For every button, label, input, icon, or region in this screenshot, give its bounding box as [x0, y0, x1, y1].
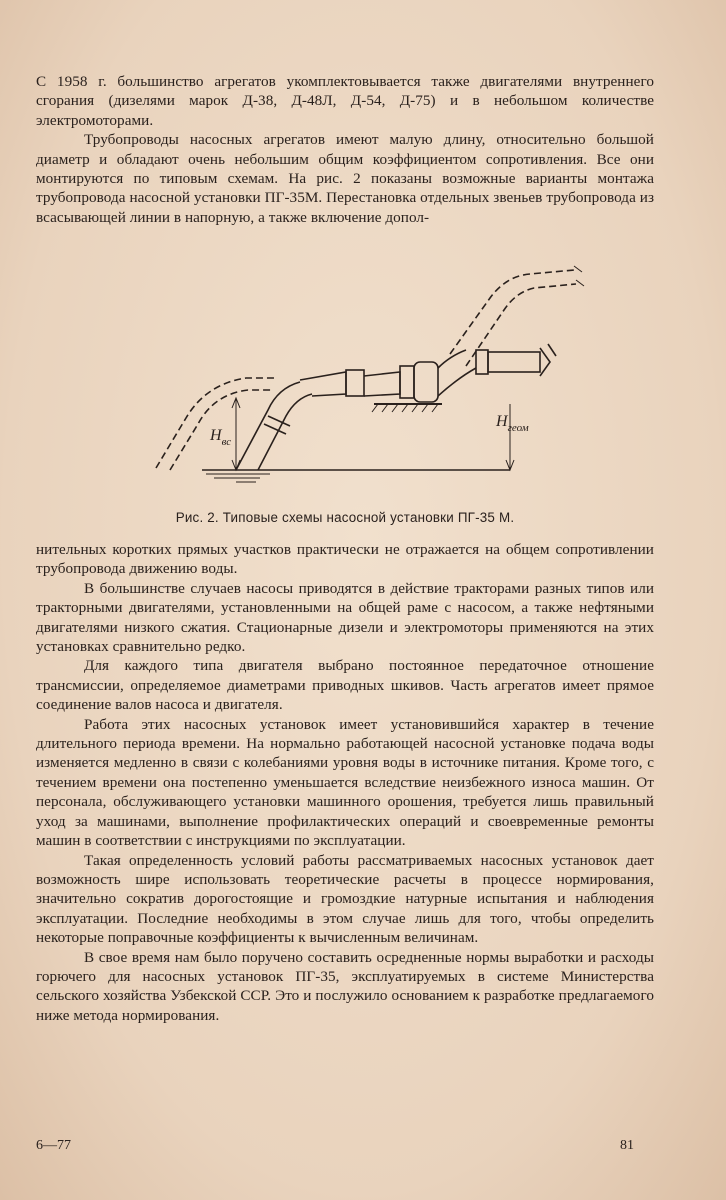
top-text-block [36, 72, 654, 227]
dashed-discharge-pipe-inner [466, 284, 576, 366]
dashed-discharge-pipe-outer [450, 270, 574, 354]
paragraph-6: Работа этих насосных установок имеет установившийся характер в течение длительного периода времени. На нормально работающей насосной установке подача воды изменяется медленно в связи с колебаниями уровня воды в источнике питания. Кроме того, с течением времени она постепенно уменьшается вследствие неизбежного износа машин. От персонала, обслуживающего установки машинного орошения, требуется лишь правильный уход за машинами, выполнение профилактических операций и своевременные ремонты машин в соответствии с инструкциями по эксплуатации. [36, 715, 654, 850]
paragraph-4: В большинстве случаев насосы приводятся в действие тракторами разных типов или тракторными двигателями, установленными на общей раме с насосом, а также нефтяными двигателями низкого сжатия. Стационарные дизели и электромоторы применяются на этих установках сравнительно редко. [36, 579, 654, 656]
paragraph-7: Такая определенность условий работы рассматриваемых насосных установок дает возможность шире использовать теоретические расчеты в процессе нормирования, значительно сократив дорогостоящие и громоздкие натурные испытания и наблюдения эксплуатации. Последние необходимы в этом случае лишь для того, чтобы определить некоторые поправочные коэффициенты к вычисленным величинам. [36, 851, 654, 947]
paragraph-5: Для каждого типа двигателя выбрано постоянное передаточное отношение трансмиссии, определяемое диаметрами приводных шкивов. Часть агрегатов имеет прямое соединение валов насоса и двигателя. [36, 657, 654, 714]
paragraph-3: нительных коротких прямых участков практически не отражается на общем сопротивлении трубопровода движению воды. [36, 541, 654, 578]
pump-body [414, 362, 438, 402]
paragraph-2: Трубопроводы насосных агрегатов имеют малую длину, относительно большой диаметр и обладают очень небольшим общим коэффициентом сопротивления. Все они монтируются по типовым схемам. На рис. 2 показаны возможные варианты монтажа трубопровода насосной установки ПГ-35М. Перестановка отдельных звеньев трубопровода из всасывающей линии в напорную, а также включение допол- [36, 131, 654, 226]
page-number: 81 [620, 1138, 634, 1153]
pump-flange [400, 366, 414, 398]
bottom-text-block [36, 540, 654, 1025]
horizontal-pipe [300, 372, 346, 396]
pump-inlet [364, 372, 400, 396]
pipe-coupling [346, 370, 364, 396]
suction-pipe-right [258, 394, 312, 470]
geometric-height-label: $Н_{геом}$ [496, 413, 529, 434]
paragraph-1: С 1958 г. большинство агрегатов укомплектовывается также двигателями внутреннего сгорания (дизелями марок Д-38, Д-48Л, Д-54, Д-75) и в небольшом количестве электромоторами. [36, 73, 654, 129]
printer-signature: 6—77 [36, 1138, 71, 1153]
paragraph-8: В свое время нам было поручено составить осредненные нормы выработки и расходы горючего для насосных установок ПГ-35, эксплуатируемых в системе Министерства сельского хозяйства Узбекской ССР. Это и послужило основанием к разработке предлагаемого ниже метода нормирования. [36, 948, 654, 1024]
dashed-suction-pipe-outer [156, 378, 274, 468]
dashed-suction-pipe-inner [170, 390, 274, 470]
pump-installation-diagram [150, 258, 610, 506]
discharge-pipe [488, 352, 540, 372]
suction-height-label: $Н_{вс}$ [210, 427, 232, 448]
figure-caption: Рис. 2. Типовые схемы насосной установки ПГ-35 М. [175, 510, 515, 525]
discharge-flange [476, 350, 488, 374]
